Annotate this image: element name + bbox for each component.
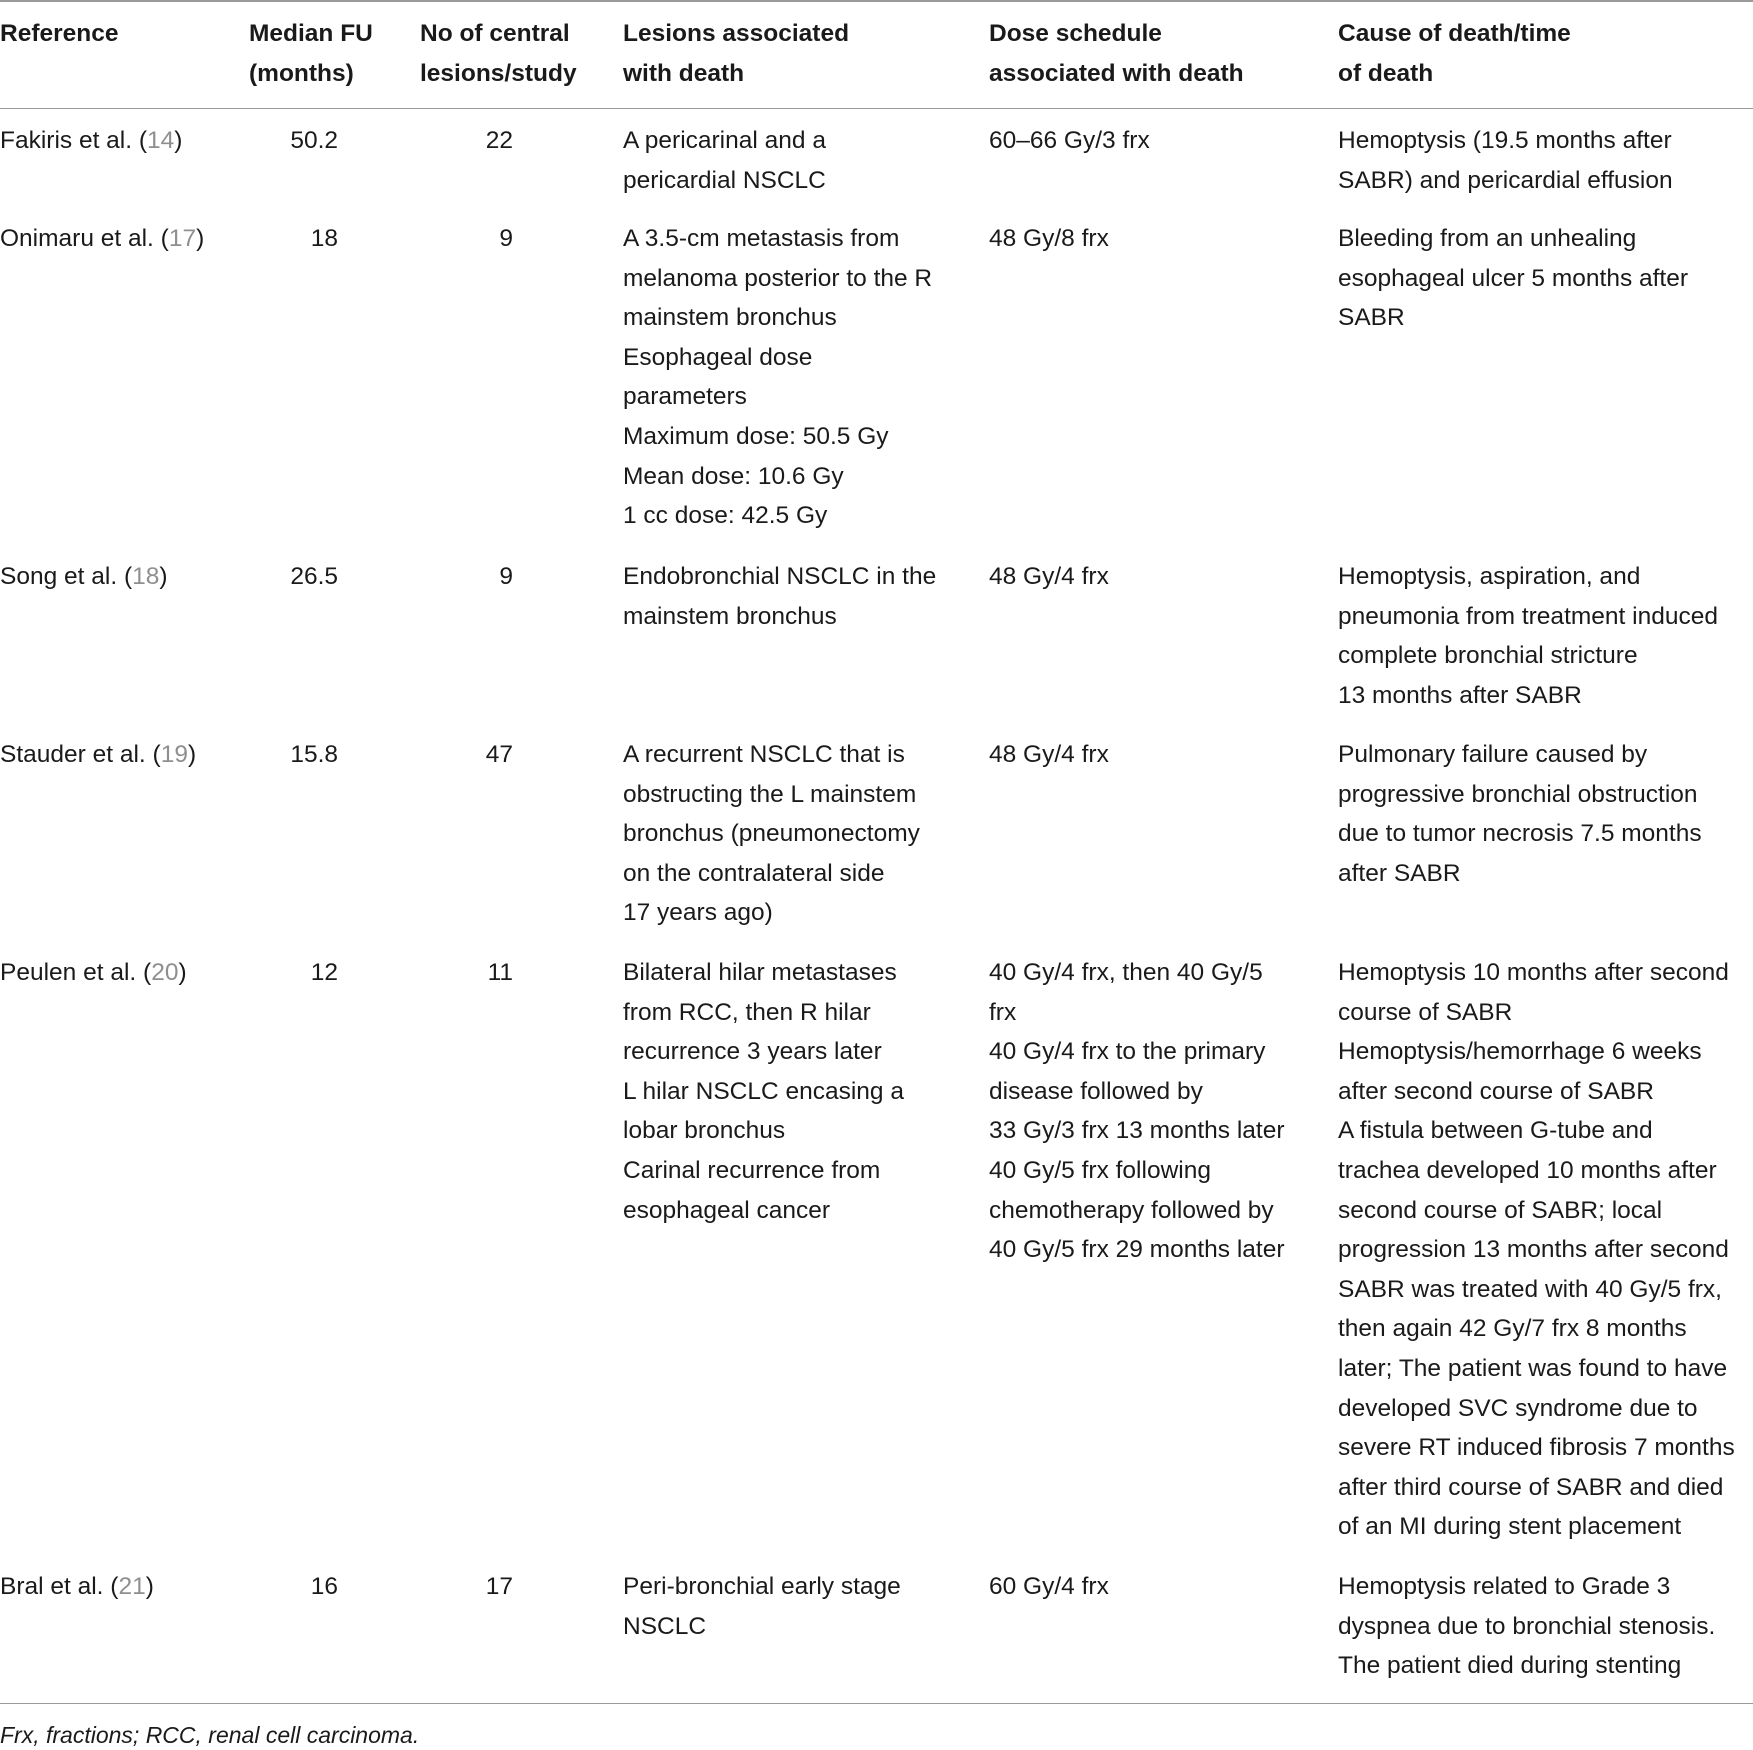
- cell-line: bronchus (pneumonectomy: [623, 820, 920, 848]
- cell-line: Hemoptysis/hemorrhage 6 weeks: [1338, 1038, 1702, 1066]
- cause-cell: [1338, 219, 1688, 338]
- reference-cell: [0, 735, 196, 775]
- cell-line: complete bronchial stricture: [1338, 642, 1638, 670]
- central-lesions-value: 11: [487, 959, 513, 986]
- cell-line: 48 Gy/4 frx: [989, 563, 1109, 590]
- cell-line: progression 13 months after second: [1338, 1236, 1729, 1264]
- cell-line: 40 Gy/4 frx to the primary: [989, 1038, 1266, 1066]
- header-line: with death: [623, 60, 745, 87]
- reference-paren: ): [174, 127, 183, 154]
- median-fu-value: 12: [310, 959, 338, 986]
- cell-line: SABR was treated with 40 Gy/5 frx,: [1338, 1275, 1722, 1303]
- cell-line: parameters: [623, 383, 747, 411]
- central-lesions-cell: [486, 735, 513, 775]
- header-dose: [989, 14, 1244, 94]
- cell-line: Carinal recurrence from: [623, 1156, 881, 1184]
- cell-line: pericardial NSCLC: [623, 166, 826, 194]
- cell-line: 40 Gy/5 frx following: [989, 1156, 1211, 1184]
- cause-cell: [1338, 953, 1735, 1547]
- central-lesions-value: 9: [499, 225, 513, 252]
- cell-line: esophageal cancer: [623, 1196, 831, 1224]
- cell-line: mainstem bronchus: [623, 304, 837, 332]
- cell-line: on the contralateral side: [623, 859, 885, 887]
- cell-line: The patient died during stenting: [1338, 1652, 1682, 1680]
- table-footnote: Frx, fractions; RCC, renal cell carcinoma.: [0, 1722, 420, 1748]
- reference-cell: [0, 121, 182, 161]
- cell-line: 48 Gy/4 frx: [989, 741, 1109, 768]
- cell-line: Hemoptysis 10 months after second: [1338, 959, 1729, 986]
- cell-line: after third course of SABR and died: [1338, 1473, 1724, 1501]
- table-top-rule: [0, 0, 1753, 2]
- cell-line: Hemoptysis related to Grade 3: [1338, 1573, 1671, 1600]
- dose-cell: [989, 953, 1285, 1270]
- cell-line: recurrence 3 years later: [623, 1038, 882, 1066]
- header-line: Dose schedule: [989, 20, 1162, 47]
- cell-line: after SABR: [1338, 859, 1461, 887]
- reference-cell: [0, 557, 168, 597]
- central-lesions-cell: [488, 953, 513, 993]
- median-fu-cell: [290, 735, 338, 775]
- central-lesions-cell: [486, 1567, 513, 1607]
- header-central-lesions: [420, 14, 577, 94]
- header-reference: [0, 14, 118, 54]
- cell-line: progressive bronchial obstruction: [1338, 780, 1698, 808]
- median-fu-cell: [290, 557, 338, 597]
- median-fu-cell: [311, 219, 338, 259]
- dose-cell: [989, 1567, 1109, 1607]
- cell-line: pneumonia from treatment induced: [1338, 602, 1718, 630]
- lesions-cell: [623, 1567, 901, 1646]
- median-fu-value: 18: [310, 225, 338, 252]
- cell-line: trachea developed 10 months after: [1338, 1156, 1717, 1184]
- central-lesions-cell: [486, 121, 513, 161]
- reference-author: Fakiris et al. (: [0, 127, 148, 154]
- cell-line: lobar bronchus: [623, 1117, 786, 1145]
- header-median-fu: [249, 14, 373, 94]
- cell-line: severe RT induced fibrosis 7 months: [1338, 1434, 1735, 1462]
- table-bottom-rule: [0, 1703, 1753, 1704]
- cell-line: A pericarinal and a: [623, 127, 826, 154]
- cell-line: after second course of SABR: [1338, 1077, 1654, 1105]
- cell-line: 60–66 Gy/3 frx: [989, 127, 1150, 154]
- cell-line: 13 months after SABR: [1338, 681, 1582, 709]
- cell-line: Endobronchial NSCLC in the: [623, 563, 937, 590]
- central-lesions-cell: [499, 219, 513, 259]
- cause-cell: [1338, 1567, 1715, 1686]
- citation-number: 17: [168, 225, 197, 252]
- median-fu-cell: [311, 953, 338, 993]
- citation-number: 21: [118, 1573, 146, 1600]
- cell-line: A 3.5-cm metastasis from: [623, 225, 900, 252]
- reference-author: Stauder et al. (: [0, 741, 161, 768]
- header-line: associated with death: [989, 60, 1244, 87]
- reference-paren: ): [159, 563, 168, 590]
- citation-number: 19: [160, 741, 188, 768]
- reference-cell: [0, 953, 187, 993]
- median-fu-cell: [311, 1567, 338, 1607]
- cell-line: Esophageal dose: [623, 343, 813, 371]
- cell-line: course of SABR: [1338, 998, 1513, 1026]
- cell-line: frx: [989, 998, 1017, 1026]
- dose-cell: [989, 121, 1150, 161]
- reference-paren: ): [187, 741, 197, 768]
- cell-line: Peri-bronchial early stage: [623, 1573, 901, 1600]
- lesions-cell: [623, 557, 936, 636]
- central-lesions-value: 9: [499, 563, 513, 590]
- header-line: Cause of death/time: [1338, 20, 1571, 47]
- central-lesions-value: 22: [485, 127, 513, 154]
- central-lesions-value: 47: [485, 741, 513, 768]
- header-line: Lesions associated: [623, 20, 850, 47]
- reference-paren: ): [178, 959, 187, 986]
- cell-line: chemotherapy followed by: [989, 1196, 1274, 1224]
- header-lesions: [623, 14, 849, 94]
- median-fu-value: 15.8: [290, 741, 338, 768]
- cell-line: esophageal ulcer 5 months after: [1338, 264, 1689, 292]
- median-fu-value: 50.2: [290, 127, 338, 154]
- central-lesions-cell: [499, 557, 513, 597]
- cell-line: Pulmonary failure caused by: [1338, 741, 1648, 768]
- cell-line: Mean dose: 10.6 Gy: [623, 462, 844, 490]
- cause-cell: [1338, 557, 1718, 715]
- cell-line: disease followed by: [989, 1077, 1203, 1105]
- reference-author: Song et al. (: [0, 563, 133, 590]
- reference-cell: [0, 219, 204, 259]
- central-lesions-value: 17: [485, 1573, 513, 1600]
- cell-line: L hilar NSCLC encasing a: [623, 1077, 904, 1105]
- cell-line: later; The patient was found to have: [1338, 1354, 1728, 1382]
- cause-cell: [1338, 121, 1673, 200]
- cell-line: Maximum dose: 50.5 Gy: [623, 422, 889, 450]
- cell-line: from RCC, then R hilar: [623, 998, 871, 1026]
- cell-line: developed SVC syndrome due to: [1338, 1394, 1698, 1422]
- cell-line: SABR) and pericardial effusion: [1338, 166, 1673, 194]
- median-fu-value: 26.5: [290, 563, 338, 590]
- cell-line: 40 Gy/4 frx, then 40 Gy/5: [989, 959, 1263, 986]
- median-fu-cell: [290, 121, 338, 161]
- cell-line: 48 Gy/8 frx: [989, 225, 1109, 252]
- cell-line: 17 years ago): [623, 899, 773, 927]
- reference-cell: [0, 1567, 154, 1607]
- lesions-cell: [623, 219, 932, 536]
- lesions-cell: [623, 735, 920, 933]
- dose-cell: [989, 735, 1109, 775]
- cell-line: mainstem bronchus: [623, 602, 837, 630]
- cell-line: Bleeding from an unhealing: [1338, 225, 1637, 252]
- cell-line: then again 42 Gy/7 frx 8 months: [1338, 1315, 1687, 1343]
- cell-line: Hemoptysis (19.5 months after: [1338, 127, 1672, 154]
- cell-line: second course of SABR; local: [1338, 1196, 1663, 1224]
- cell-line: Hemoptysis, aspiration, and: [1338, 563, 1641, 590]
- cell-line: dyspnea due to bronchial stenosis.: [1338, 1612, 1716, 1640]
- header-line: No of central: [420, 20, 570, 47]
- header-cause: [1338, 14, 1571, 94]
- cause-cell: [1338, 735, 1702, 893]
- cell-line: NSCLC: [623, 1612, 707, 1640]
- lesions-cell: [623, 953, 904, 1230]
- cell-line: Bilateral hilar metastases: [623, 959, 897, 986]
- dose-cell: [989, 219, 1109, 259]
- median-fu-value: 16: [310, 1573, 338, 1600]
- cell-line: melanoma posterior to the R: [623, 264, 933, 292]
- header-line: (months): [249, 60, 354, 87]
- table-header-rule: [0, 108, 1753, 109]
- cell-line: A fistula between G-tube and: [1338, 1117, 1653, 1145]
- reference-paren: ): [145, 1573, 154, 1600]
- citation-number: 20: [151, 959, 179, 986]
- cell-line: obstructing the L mainstem: [623, 780, 917, 808]
- citation-number: 14: [147, 127, 175, 154]
- reference-author: Peulen et al. (: [0, 959, 152, 986]
- cell-line: due to tumor necrosis 7.5 months: [1338, 820, 1702, 848]
- cell-line: 1 cc dose: 42.5 Gy: [623, 502, 828, 530]
- reference-author: Onimaru et al. (: [0, 225, 169, 252]
- cell-line: 40 Gy/5 frx 29 months later: [989, 1236, 1285, 1264]
- reference-author: Bral et al. (: [0, 1573, 119, 1600]
- dose-cell: [989, 557, 1109, 597]
- header-line: of death: [1338, 60, 1434, 87]
- cell-line: of an MI during stent placement: [1338, 1513, 1682, 1541]
- cell-line: A recurrent NSCLC that is: [623, 741, 905, 768]
- header-line: lesions/study: [420, 60, 577, 87]
- reference-paren: ): [196, 225, 205, 252]
- header-line: Reference: [0, 20, 119, 47]
- cell-line: 60 Gy/4 frx: [989, 1573, 1109, 1600]
- cell-line: 33 Gy/3 frx 13 months later: [989, 1117, 1285, 1145]
- cell-line: SABR: [1338, 304, 1405, 332]
- lesions-cell: [623, 121, 826, 200]
- citation-number: 18: [132, 563, 160, 590]
- header-line: Median FU: [249, 20, 373, 47]
